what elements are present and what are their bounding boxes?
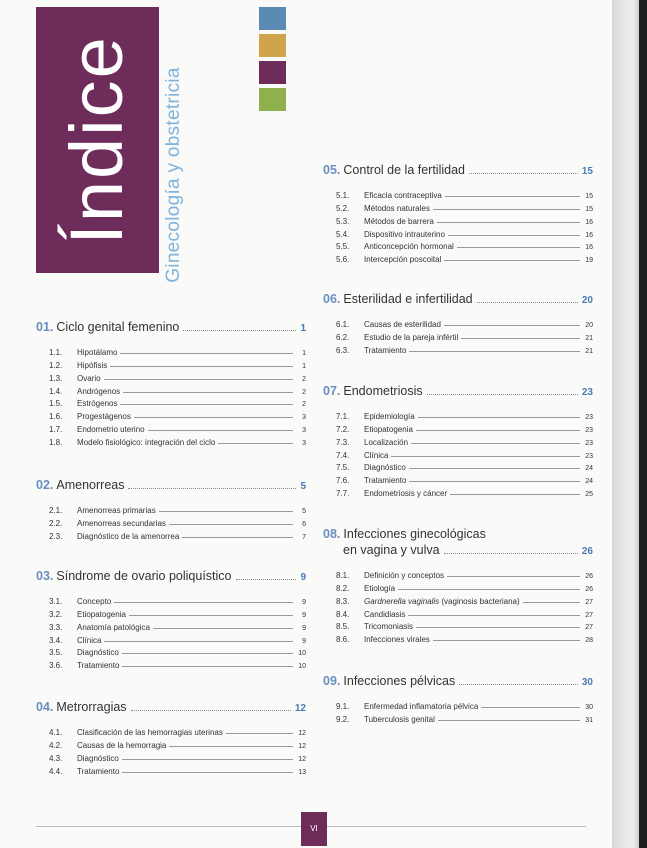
- item-page: 10: [298, 663, 306, 671]
- section-number: 09.: [323, 674, 341, 688]
- item-number: 3.1.: [49, 596, 63, 606]
- toc-item[interactable]: [49, 657, 306, 670]
- item-number: 1.7.: [49, 425, 63, 435]
- page-number: VI: [301, 812, 327, 846]
- toc-item[interactable]: [336, 329, 593, 342]
- item-page: 21: [585, 334, 593, 342]
- toc-section: [323, 674, 593, 724]
- item-page: 27: [585, 598, 593, 606]
- item-title: Endometrio uterino: [77, 425, 145, 435]
- item-number: 1.8.: [49, 438, 63, 448]
- section-page: 1: [300, 323, 306, 334]
- item-number: 6.1.: [336, 319, 350, 329]
- item-number: 7.3.: [336, 437, 350, 447]
- toc-item[interactable]: [336, 213, 593, 226]
- book-subtitle: Ginecología y obstetricia: [163, 67, 184, 283]
- leader-dots: [477, 302, 578, 303]
- subsection-list: [336, 698, 593, 724]
- item-number: 1.2.: [49, 360, 63, 370]
- toc-item[interactable]: [336, 434, 593, 447]
- toc-section: [36, 700, 306, 776]
- leader-line: [104, 379, 293, 380]
- item-page: 9: [302, 598, 306, 606]
- toc-item[interactable]: [49, 724, 306, 737]
- item-number: 2.1.: [49, 505, 63, 515]
- item-number: 5.1.: [336, 190, 350, 200]
- section-title: Esterilidad e infertilidad: [343, 292, 473, 306]
- leader-line: [481, 707, 580, 708]
- item-title: Tricomoniasis: [364, 622, 414, 632]
- item-page: 1: [302, 349, 306, 357]
- item-number: 8.1.: [336, 570, 350, 580]
- item-title: Diagnóstico: [364, 463, 406, 473]
- item-number: 8.4.: [336, 609, 350, 619]
- color-swatch-purple: [259, 61, 286, 84]
- item-title: Tratamiento: [77, 766, 120, 776]
- item-number: 3.2.: [49, 609, 63, 619]
- item-number: 7.7.: [336, 489, 350, 499]
- item-page: 26: [585, 585, 593, 593]
- section-page: 9: [300, 572, 306, 583]
- leader-line: [120, 353, 293, 354]
- toc-item[interactable]: [49, 632, 306, 645]
- item-page: 12: [298, 729, 306, 737]
- item-title: Tratamiento: [364, 345, 407, 355]
- section-heading[interactable]: [36, 700, 306, 714]
- item-number: 5.2.: [336, 203, 350, 213]
- item-title: Amenorreas secundarias: [77, 518, 166, 528]
- item-page: 13: [298, 768, 306, 776]
- item-page: 2: [302, 401, 306, 409]
- toc-item[interactable]: [336, 567, 593, 580]
- section-title-line2: en vagina y vulva: [343, 543, 440, 557]
- section-title: Endometriosis: [343, 384, 423, 398]
- item-title: Clínica: [77, 635, 102, 645]
- leader-line: [416, 430, 580, 431]
- item-page: 5: [302, 507, 306, 515]
- leader-line: [411, 443, 580, 444]
- section-page: 15: [581, 166, 593, 177]
- item-title: Causas de la hemorragia: [77, 740, 167, 750]
- leader-line: [409, 468, 580, 469]
- subsection-list: [336, 408, 593, 498]
- item-number: 1.5.: [49, 399, 63, 409]
- item-page: 1: [302, 362, 306, 370]
- item-number: 4.3.: [49, 753, 63, 763]
- toc-item[interactable]: [336, 460, 593, 473]
- leader-line: [120, 404, 293, 405]
- item-number: 5.4.: [336, 229, 350, 239]
- toc-item[interactable]: [336, 711, 593, 724]
- leader-line: [148, 430, 293, 431]
- item-number: 9.1.: [336, 701, 350, 711]
- toc-item[interactable]: [336, 485, 593, 498]
- leader-line: [523, 602, 580, 603]
- item-page: 23: [585, 452, 593, 460]
- leader-line: [114, 602, 293, 603]
- toc-item[interactable]: [49, 606, 306, 619]
- item-title: Estudio de la pareja infértil: [364, 332, 459, 342]
- toc-item[interactable]: [336, 698, 593, 711]
- item-page: 2: [302, 375, 306, 383]
- section-heading[interactable]: [323, 384, 593, 398]
- leader-line: [122, 653, 293, 654]
- toc-item[interactable]: [336, 580, 593, 593]
- item-title: Clasificación de las hemorragias uterinas: [77, 727, 223, 737]
- toc-item[interactable]: [49, 645, 306, 658]
- section-page: 12: [294, 703, 306, 714]
- leader-line: [129, 615, 293, 616]
- toc-section: [36, 478, 306, 541]
- leader-line: [409, 481, 580, 482]
- section-title: Infecciones pélvicas: [343, 674, 456, 688]
- leader-line: [159, 511, 293, 512]
- item-page: 21: [585, 347, 593, 355]
- toc-item[interactable]: [49, 763, 306, 776]
- toc-item[interactable]: [336, 606, 593, 619]
- item-page: 9: [302, 624, 306, 632]
- item-number: 7.2.: [336, 424, 350, 434]
- leader-dots: [459, 684, 578, 685]
- item-number: 4.2.: [49, 740, 63, 750]
- leader-line: [416, 627, 580, 628]
- section-heading[interactable]: [323, 163, 593, 177]
- item-number: 6.2.: [336, 332, 350, 342]
- item-number: 9.2.: [336, 714, 350, 724]
- item-title: Intercepción poscoital: [364, 255, 442, 265]
- item-page: 26: [585, 572, 593, 580]
- item-page: 3: [302, 427, 306, 435]
- leader-line: [218, 443, 293, 444]
- section-title: Infecciones ginecológicas: [343, 527, 486, 541]
- section-heading[interactable]: [323, 543, 593, 557]
- leader-line: [169, 524, 293, 525]
- item-title: Métodos de barrera: [364, 216, 434, 226]
- section-number: 07.: [323, 384, 341, 398]
- section-heading[interactable]: [36, 478, 306, 492]
- item-title: Clínica: [364, 450, 389, 460]
- leader-dots: [427, 394, 578, 395]
- item-number: 3.5.: [49, 648, 63, 658]
- item-number: 2.2.: [49, 518, 63, 528]
- toc-item[interactable]: [336, 593, 593, 606]
- item-page: 10: [298, 650, 306, 658]
- title-banner: [36, 7, 159, 273]
- section-page: 23: [581, 387, 593, 398]
- toc-section: [323, 292, 593, 355]
- item-title: Hipófisis: [77, 360, 108, 370]
- leader-line: [457, 247, 580, 248]
- subsection-list: [49, 502, 306, 541]
- item-number: 3.6.: [49, 661, 63, 671]
- item-page: 24: [585, 465, 593, 473]
- leader-line: [444, 260, 580, 261]
- section-page: 26: [581, 546, 593, 557]
- item-title: Amenorreas primarias: [77, 505, 156, 515]
- toc-item[interactable]: [336, 316, 593, 329]
- section-number: 03.: [36, 569, 54, 583]
- toc-item[interactable]: [49, 357, 306, 370]
- leader-dots: [131, 710, 291, 711]
- item-number: 7.5.: [336, 463, 350, 473]
- item-number: 1.4.: [49, 386, 63, 396]
- section-page: 5: [300, 481, 306, 492]
- item-title: Ovario: [77, 373, 101, 383]
- toc-item[interactable]: [49, 515, 306, 528]
- item-title: Definición y conceptos: [364, 570, 445, 580]
- toc-item[interactable]: [336, 631, 593, 644]
- item-title: Candidiasis: [364, 609, 406, 619]
- toc-item[interactable]: [49, 737, 306, 750]
- section-title: Síndrome de ovario poliquístico: [56, 569, 232, 583]
- item-title: Etiopatogenia: [364, 424, 413, 434]
- item-page: 12: [298, 755, 306, 763]
- toc-section: [323, 163, 593, 264]
- toc-item[interactable]: [49, 528, 306, 541]
- page-title: Índice: [55, 35, 138, 245]
- item-title: Estrógenos: [77, 399, 118, 409]
- item-number: 5.6.: [336, 255, 350, 265]
- item-page: 15: [585, 205, 593, 213]
- item-page: 16: [585, 244, 593, 252]
- leader-line: [447, 576, 580, 577]
- toc-item[interactable]: [49, 408, 306, 421]
- toc-item[interactable]: [49, 344, 306, 357]
- section-heading[interactable]: [36, 320, 306, 334]
- toc-item[interactable]: [336, 200, 593, 213]
- item-title: Anticoncepción hormonal: [364, 242, 454, 252]
- leader-line: [418, 417, 580, 418]
- item-title: Endometriosis y cáncer: [364, 489, 448, 499]
- leader-line: [444, 325, 580, 326]
- subsection-list: [49, 344, 306, 447]
- leader-line: [438, 720, 580, 721]
- item-page: 23: [585, 426, 593, 434]
- item-page: 20: [585, 321, 593, 329]
- subsection-list: [49, 593, 306, 670]
- item-number: 2.3.: [49, 531, 63, 541]
- item-page: 25: [585, 491, 593, 499]
- section-number: 04.: [36, 700, 54, 714]
- item-page: 27: [585, 624, 593, 632]
- leader-line: [226, 733, 293, 734]
- item-page: 23: [585, 439, 593, 447]
- leader-line: [122, 666, 293, 667]
- item-title: Etiopatogenia: [77, 609, 126, 619]
- toc-item[interactable]: [336, 226, 593, 239]
- item-number: 8.6.: [336, 635, 350, 645]
- toc-item[interactable]: [49, 421, 306, 434]
- toc-item[interactable]: [49, 619, 306, 632]
- section-heading-line1[interactable]: [323, 527, 593, 541]
- item-title: Causas de esterilidad: [364, 319, 441, 329]
- leader-dots: [183, 330, 296, 331]
- item-page: 16: [585, 218, 593, 226]
- toc-item[interactable]: [336, 421, 593, 434]
- toc-item[interactable]: [336, 342, 593, 355]
- leader-dots: [444, 553, 578, 554]
- item-number: 5.5.: [336, 242, 350, 252]
- color-swatch-blue: [259, 7, 286, 30]
- leader-line: [122, 772, 293, 773]
- leader-line: [445, 196, 580, 197]
- subsection-list: [336, 316, 593, 355]
- color-swatch-green: [259, 88, 286, 111]
- item-number: 1.3.: [49, 373, 63, 383]
- item-number: 1.1.: [49, 347, 63, 357]
- section-number: 01.: [36, 320, 54, 334]
- item-page: 28: [585, 637, 593, 645]
- item-number: 8.5.: [336, 622, 350, 632]
- section-heading[interactable]: [323, 674, 593, 688]
- item-title: Dispositivo intrauterino: [364, 229, 445, 239]
- leader-line: [408, 615, 580, 616]
- item-title: Tuberculosis genital: [364, 714, 435, 724]
- item-title: Diagnóstico de la amenorrea: [77, 531, 180, 541]
- leader-line: [433, 209, 580, 210]
- item-title: Hipotálamo: [77, 347, 118, 357]
- item-page: 16: [585, 231, 593, 239]
- item-title: Enfermedad inflamatoria pélvica: [364, 701, 479, 711]
- section-number: 05.: [323, 163, 341, 177]
- leader-line: [433, 640, 580, 641]
- item-page: 30: [585, 703, 593, 711]
- leader-dots: [128, 488, 296, 489]
- item-title: Andrógenos: [77, 386, 121, 396]
- leader-line: [153, 628, 293, 629]
- item-page: 12: [298, 742, 306, 750]
- leader-dots: [236, 579, 297, 580]
- item-title: Concepto: [77, 596, 112, 606]
- item-title: Modelo fisiológico: integración del ciclo: [77, 438, 216, 448]
- item-title: Progestágenos: [77, 412, 131, 422]
- section-title: Amenorreas: [56, 478, 125, 492]
- leader-line: [123, 392, 293, 393]
- item-title: Tratamiento: [77, 661, 120, 671]
- item-title: Tratamiento: [364, 476, 407, 486]
- section-title: Control de la fertilidad: [343, 163, 465, 177]
- toc-section: [323, 384, 593, 498]
- leader-line: [409, 351, 580, 352]
- toc-item[interactable]: [49, 502, 306, 515]
- item-page: 2: [302, 388, 306, 396]
- toc-section: [323, 527, 593, 644]
- item-page: 19: [585, 257, 593, 265]
- toc-item[interactable]: [49, 434, 306, 447]
- toc-item[interactable]: [49, 396, 306, 409]
- item-number: 7.1.: [336, 411, 350, 421]
- item-page: 9: [302, 611, 306, 619]
- item-number: 8.2.: [336, 583, 350, 593]
- item-number: 7.4.: [336, 450, 350, 460]
- subsection-list: [336, 187, 593, 264]
- toc-item[interactable]: [49, 383, 306, 396]
- toc-item[interactable]: [336, 472, 593, 485]
- item-number: 1.6.: [49, 412, 63, 422]
- item-title: Etiología: [364, 583, 396, 593]
- item-title: Localización: [364, 437, 409, 447]
- toc-item[interactable]: [49, 370, 306, 383]
- item-number: 7.6.: [336, 476, 350, 486]
- leader-line: [122, 759, 293, 760]
- item-page: 6: [302, 520, 306, 528]
- leader-line: [182, 537, 293, 538]
- item-page: 27: [585, 611, 593, 619]
- item-number: 6.3.: [336, 345, 350, 355]
- leader-line: [169, 746, 293, 747]
- item-title: Gardnerella vaginalis (vaginosis bacteriana): [364, 596, 520, 606]
- toc-item[interactable]: [49, 593, 306, 606]
- toc-item[interactable]: [336, 408, 593, 421]
- item-title: Diagnóstico: [77, 753, 119, 763]
- item-page: 7: [302, 533, 306, 541]
- item-number: 8.3.: [336, 596, 350, 606]
- section-page: 20: [581, 295, 593, 306]
- item-title: Eficacia contraceptiva: [364, 190, 442, 200]
- item-title: Anatomía patológica: [77, 622, 150, 632]
- toc-section: [36, 569, 306, 670]
- section-heading[interactable]: [323, 292, 593, 306]
- leader-line: [461, 338, 580, 339]
- item-page: 3: [302, 440, 306, 448]
- leader-line: [104, 641, 293, 642]
- section-number: 06.: [323, 292, 341, 306]
- leader-line: [391, 456, 580, 457]
- item-page: 9: [302, 637, 306, 645]
- leader-dots: [469, 173, 578, 174]
- toc-item[interactable]: [336, 187, 593, 200]
- item-title: Epidemiología: [364, 411, 415, 421]
- item-page: 15: [585, 192, 593, 200]
- toc-item[interactable]: [336, 239, 593, 252]
- item-page: 3: [302, 414, 306, 422]
- leader-line: [437, 222, 580, 223]
- section-title: Ciclo genital femenino: [56, 320, 180, 334]
- leader-line: [448, 235, 580, 236]
- toc-section: [36, 320, 306, 447]
- section-page: 30: [581, 677, 593, 688]
- item-title: Diagnóstico: [77, 648, 119, 658]
- toc-item[interactable]: [336, 619, 593, 632]
- binding-shadow: [612, 0, 647, 848]
- item-page: 31: [585, 716, 593, 724]
- leader-line: [450, 494, 580, 495]
- subsection-list: [336, 567, 593, 644]
- item-number: 3.4.: [49, 635, 63, 645]
- section-title: Metrorragias: [56, 700, 127, 714]
- item-number: 4.4.: [49, 766, 63, 776]
- item-page: 23: [585, 413, 593, 421]
- leader-line: [110, 366, 293, 367]
- leader-line: [398, 589, 580, 590]
- item-title: Infecciones virales: [364, 635, 430, 645]
- item-page: 24: [585, 478, 593, 486]
- toc-item[interactable]: [336, 447, 593, 460]
- item-number: 5.3.: [336, 216, 350, 226]
- section-heading[interactable]: [36, 569, 306, 583]
- section-number: 08.: [323, 527, 341, 541]
- toc-item[interactable]: [49, 750, 306, 763]
- color-swatch-gold: [259, 34, 286, 57]
- item-number: 3.3.: [49, 622, 63, 632]
- item-number: 4.1.: [49, 727, 63, 737]
- leader-line: [134, 417, 293, 418]
- toc-item[interactable]: [336, 251, 593, 264]
- subsection-list: [49, 724, 306, 776]
- item-title: Métodos naturales: [364, 203, 430, 213]
- section-number: 02.: [36, 478, 54, 492]
